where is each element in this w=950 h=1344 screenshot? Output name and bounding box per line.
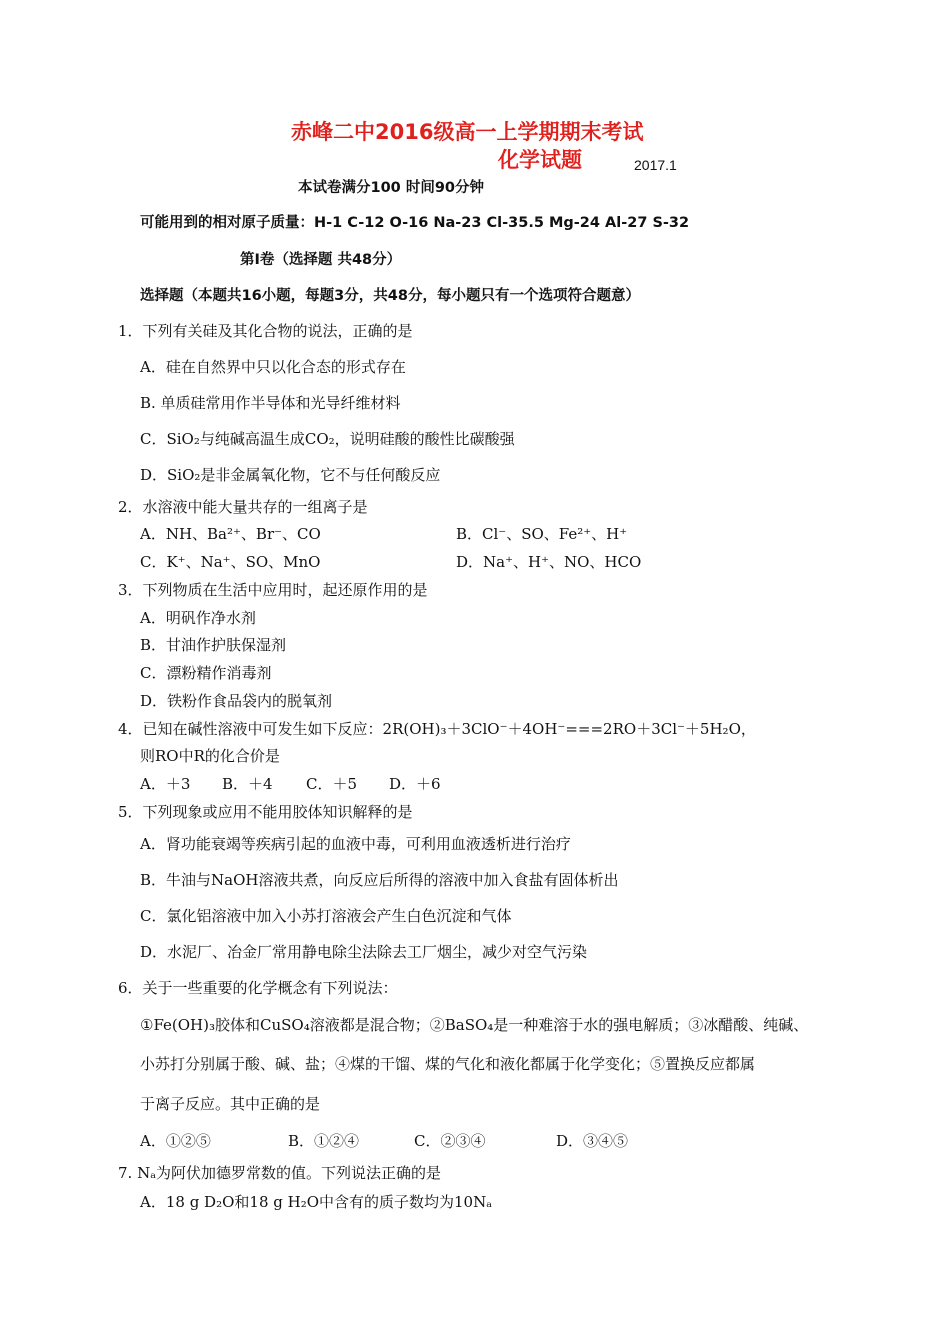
section-description: 选择题（本题共16小题，每题3分，共48分，每小题只有一个选项符合题意）	[140, 288, 640, 304]
question-option: C．＋5	[306, 775, 358, 793]
question-body: 于离子反应。其中正确的是	[140, 1095, 321, 1113]
question-option: A．NH、Ba²⁺、Br⁻、CO	[140, 525, 321, 543]
exam-subject: 化学试题	[498, 148, 582, 172]
question-option: B．牛油与NaOH溶液共煮，向反应后所得的溶液中加入食盐有固体析出	[140, 871, 619, 889]
exam-date: 2017.1	[634, 157, 677, 173]
question-option: D．Na⁺、H⁺、NO、HCO	[456, 553, 642, 571]
question-option: D．水泥厂、冶金厂常用静电除尘法除去工厂烟尘，减少对空气污染	[140, 943, 588, 961]
question-option: C．SiO₂与纯碱高温生成CO₂，说明硅酸的酸性比碳酸强	[140, 430, 515, 448]
question-option: A．肾功能衰竭等疾病引起的血液中毒，可利用血液透析进行治疗	[140, 835, 571, 853]
question-stem-continued: 则RO中R的化合价是	[140, 747, 280, 765]
question-option: A．明矾作净水剂	[140, 609, 256, 627]
question-option: D．③④⑤	[556, 1132, 629, 1150]
question-option: A．①②⑤	[140, 1132, 211, 1150]
question-option: B. 单质硅常用作半导体和光导纤维材料	[140, 394, 401, 412]
question-option: B．甘油作护肤保湿剂	[140, 636, 287, 654]
question-option: A．18 g D₂O和18 g H₂O中含有的质子数均为10Nₐ	[140, 1193, 493, 1211]
question-option: B．Cl⁻、SO、Fe²⁺、H⁺	[456, 525, 628, 543]
question-option: A．＋3	[140, 775, 191, 793]
question-stem: 6．关于一些重要的化学概念有下列说法：	[118, 979, 398, 997]
question-stem: 3．下列物质在生活中应用时，起还原作用的是	[118, 581, 428, 599]
question-stem: 5．下列现象或应用不能用胶体知识解释的是	[118, 803, 413, 821]
question-stem: 7. Nₐ为阿伏加德罗常数的值。下列说法正确的是	[118, 1164, 441, 1182]
question-option: D．铁粉作食品袋内的脱氧剂	[140, 692, 333, 710]
question-stem: 2．水溶液中能大量共存的一组离子是	[118, 498, 368, 516]
question-option: C．氯化铝溶液中加入小苏打溶液会产生白色沉淀和气体	[140, 907, 512, 925]
question-option: B．＋4	[222, 775, 273, 793]
atomic-masses: 可能用到的相对原子质量：H-1 C-12 O-16 Na-23 Cl-35.5 Mg-24 Al-27 S-32	[140, 215, 690, 231]
part-title: 第Ⅰ卷（选择题 共48分）	[240, 252, 402, 268]
question-option: D．＋6	[389, 775, 441, 793]
question-option: A．硅在自然界中只以化合态的形式存在	[140, 358, 406, 376]
question-option: C．K⁺、Na⁺、SO、MnO	[140, 553, 321, 571]
question-stem: 4．已知在碱性溶液中可发生如下反应：2R(OH)₃＋3ClO⁻＋4OH⁻===2RO＋3Cl⁻＋5H₂O，	[118, 720, 756, 738]
question-option: B．①②④	[288, 1132, 360, 1150]
question-option: D．SiO₂是非金属氧化物，它不与任何酸反应	[140, 466, 441, 484]
question-option: C．②③④	[414, 1132, 486, 1150]
question-body: 小苏打分别属于酸、碱、盐；④煤的干馏、煤的气化和液化都属于化学变化；⑤置换反应都属	[140, 1055, 756, 1073]
question-body: ①Fe(OH)₃胶体和CuSO₄溶液都是混合物；②BaSO₄是一种难溶于水的强电解质；③冰醋酸、纯碱、	[140, 1016, 809, 1034]
question-option: C．漂粉精作消毒剂	[140, 664, 272, 682]
question-stem: 1．下列有关硅及其化合物的说法，正确的是	[118, 322, 413, 340]
exam-title: 赤峰二中2016级高一上学期期末考试	[291, 120, 644, 144]
score-time: 本试卷满分100 时间90分钟	[298, 180, 484, 196]
